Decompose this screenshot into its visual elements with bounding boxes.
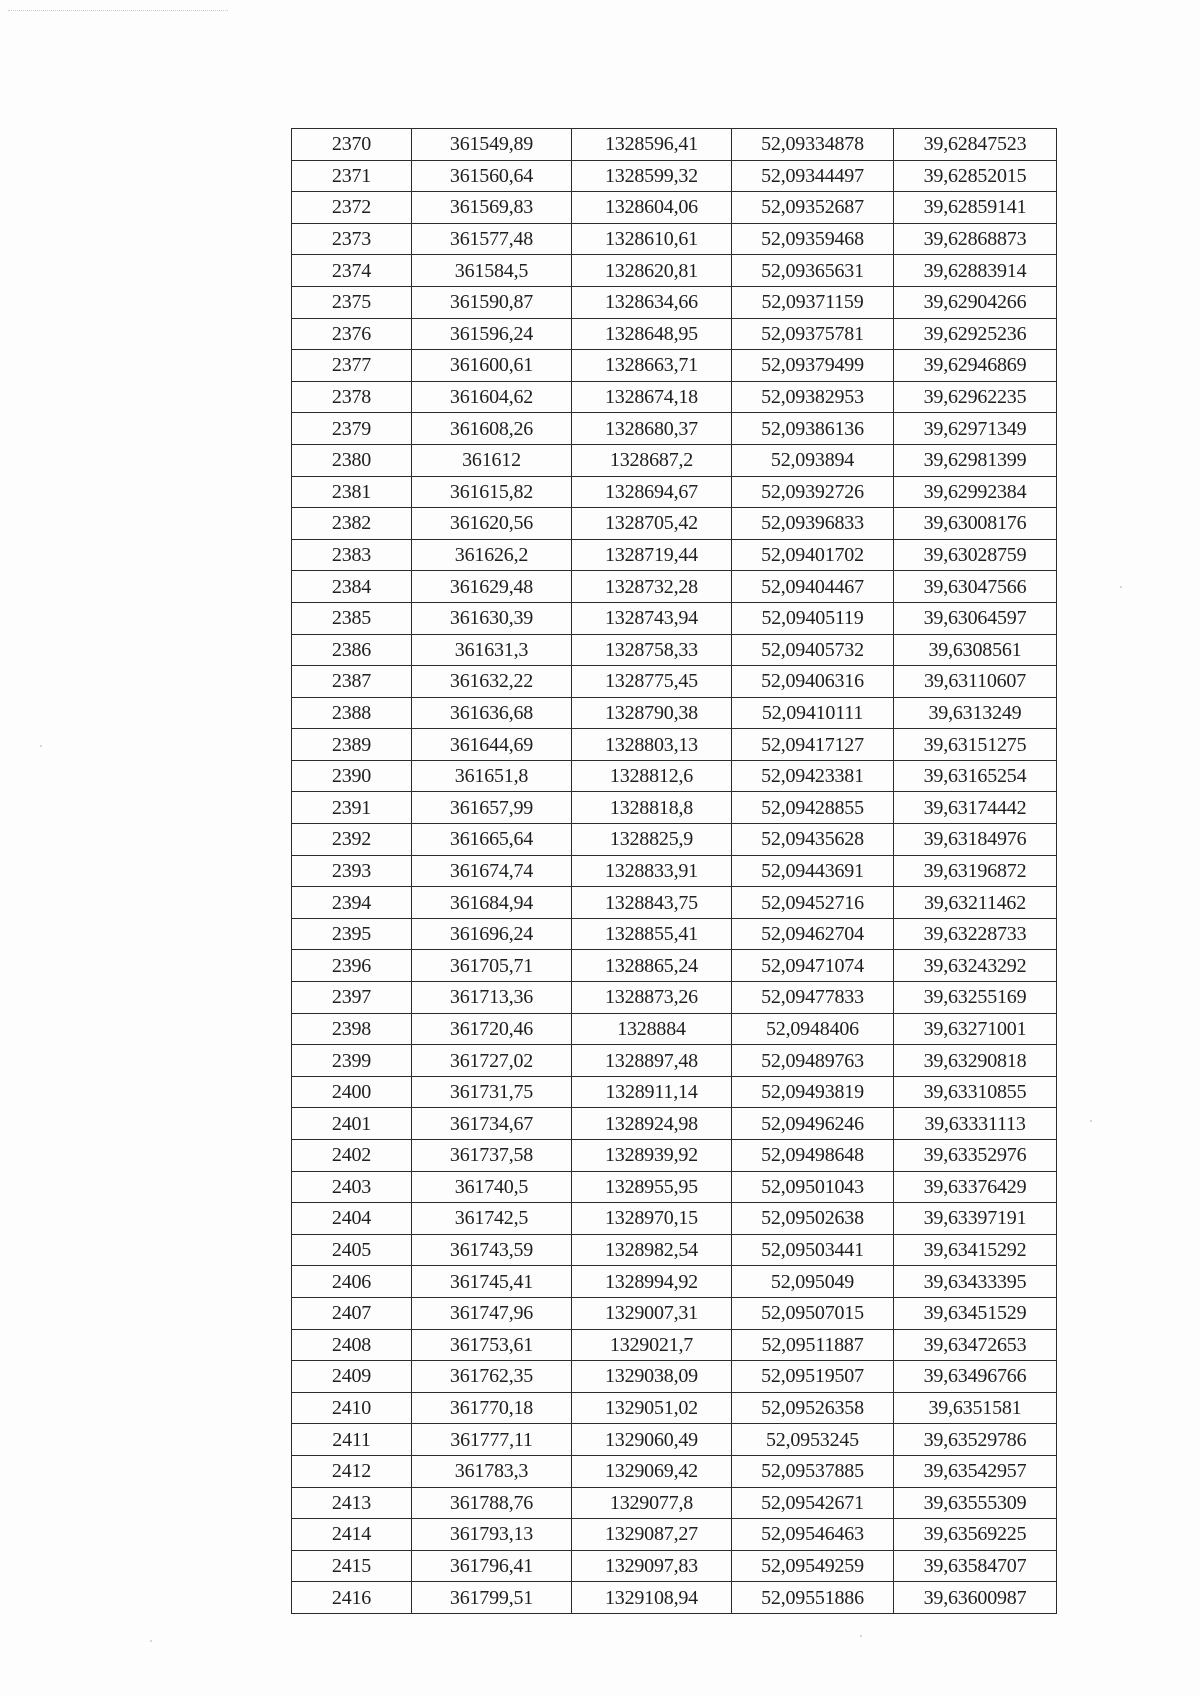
cell-y-coordinate: 1328758,33 — [572, 634, 732, 666]
table-row — [292, 1487, 1057, 1519]
cell-latitude: 52,095049 — [732, 1266, 894, 1298]
cell-point-number: 2406 — [292, 1266, 412, 1298]
cell-point-number: 2373 — [292, 223, 412, 255]
cell-longitude: 39,63008176 — [894, 508, 1057, 540]
cell-latitude: 52,09542671 — [732, 1487, 894, 1519]
cell-longitude: 39,6313249 — [894, 697, 1057, 729]
cell-x-coordinate: 361615,82 — [412, 476, 572, 508]
cell-y-coordinate: 1329097,83 — [572, 1550, 732, 1582]
table-row — [292, 413, 1057, 445]
table-row — [292, 697, 1057, 729]
cell-y-coordinate: 1329021,7 — [572, 1329, 732, 1361]
table-row — [292, 855, 1057, 887]
table-row — [292, 1361, 1057, 1393]
table-row — [292, 1140, 1057, 1172]
table-row — [292, 1045, 1057, 1077]
cell-latitude: 52,09537885 — [732, 1455, 894, 1487]
table-row — [292, 634, 1057, 666]
cell-x-coordinate: 361727,02 — [412, 1045, 572, 1077]
cell-y-coordinate: 1328596,41 — [572, 129, 732, 161]
cell-latitude: 52,09371159 — [732, 286, 894, 318]
cell-x-coordinate: 361584,5 — [412, 255, 572, 287]
cell-x-coordinate: 361596,24 — [412, 318, 572, 350]
cell-point-number: 2386 — [292, 634, 412, 666]
cell-point-number: 2399 — [292, 1045, 412, 1077]
cell-point-number: 2376 — [292, 318, 412, 350]
cell-longitude: 39,62852015 — [894, 160, 1057, 192]
cell-y-coordinate: 1328694,67 — [572, 476, 732, 508]
table-row — [292, 1171, 1057, 1203]
table-row — [292, 318, 1057, 350]
cell-longitude: 39,63028759 — [894, 539, 1057, 571]
cell-y-coordinate: 1329038,09 — [572, 1361, 732, 1393]
table-row — [292, 1455, 1057, 1487]
cell-latitude: 52,09428855 — [732, 792, 894, 824]
cell-y-coordinate: 1328924,98 — [572, 1108, 732, 1140]
cell-y-coordinate: 1328818,8 — [572, 792, 732, 824]
cell-point-number: 2394 — [292, 887, 412, 919]
cell-point-number: 2382 — [292, 508, 412, 540]
cell-latitude: 52,09511887 — [732, 1329, 894, 1361]
table-row — [292, 381, 1057, 413]
cell-latitude: 52,09452716 — [732, 887, 894, 919]
cell-y-coordinate: 1329051,02 — [572, 1392, 732, 1424]
table-row — [292, 950, 1057, 982]
scan-speck — [1090, 1120, 1092, 1122]
cell-latitude: 52,09382953 — [732, 381, 894, 413]
cell-longitude: 39,63415292 — [894, 1234, 1057, 1266]
cell-longitude: 39,63555309 — [894, 1487, 1057, 1519]
cell-point-number: 2409 — [292, 1361, 412, 1393]
cell-latitude: 52,09396833 — [732, 508, 894, 540]
table-row — [292, 1329, 1057, 1361]
cell-longitude: 39,63331113 — [894, 1108, 1057, 1140]
cell-y-coordinate: 1329069,42 — [572, 1455, 732, 1487]
cell-longitude: 39,63047566 — [894, 571, 1057, 603]
cell-point-number: 2402 — [292, 1140, 412, 1172]
cell-y-coordinate: 1328743,94 — [572, 602, 732, 634]
cell-y-coordinate: 1328897,48 — [572, 1045, 732, 1077]
cell-y-coordinate: 1328634,66 — [572, 286, 732, 318]
cell-x-coordinate: 361600,61 — [412, 350, 572, 382]
cell-y-coordinate: 1328719,44 — [572, 539, 732, 571]
cell-y-coordinate: 1329108,94 — [572, 1582, 732, 1614]
cell-x-coordinate: 361793,13 — [412, 1519, 572, 1551]
cell-y-coordinate: 1328833,91 — [572, 855, 732, 887]
cell-y-coordinate: 1328620,81 — [572, 255, 732, 287]
cell-x-coordinate: 361734,67 — [412, 1108, 572, 1140]
cell-latitude: 52,09443691 — [732, 855, 894, 887]
cell-point-number: 2395 — [292, 918, 412, 950]
cell-longitude: 39,62868873 — [894, 223, 1057, 255]
cell-x-coordinate: 361696,24 — [412, 918, 572, 950]
cell-point-number: 2407 — [292, 1297, 412, 1329]
cell-y-coordinate: 1329077,8 — [572, 1487, 732, 1519]
cell-latitude: 52,09471074 — [732, 950, 894, 982]
scan-speck — [1120, 586, 1122, 588]
cell-y-coordinate: 1328790,38 — [572, 697, 732, 729]
cell-y-coordinate: 1328825,9 — [572, 824, 732, 856]
cell-latitude: 52,09410111 — [732, 697, 894, 729]
cell-point-number: 2377 — [292, 350, 412, 382]
coordinates-table-body — [292, 129, 1057, 1614]
cell-y-coordinate: 1329007,31 — [572, 1297, 732, 1329]
cell-point-number: 2404 — [292, 1203, 412, 1235]
cell-longitude: 39,62925236 — [894, 318, 1057, 350]
cell-latitude: 52,09405732 — [732, 634, 894, 666]
cell-x-coordinate: 361549,89 — [412, 129, 572, 161]
cell-x-coordinate: 361731,75 — [412, 1076, 572, 1108]
cell-longitude: 39,63228733 — [894, 918, 1057, 950]
cell-x-coordinate: 361713,36 — [412, 982, 572, 1014]
cell-latitude: 52,09375781 — [732, 318, 894, 350]
cell-x-coordinate: 361608,26 — [412, 413, 572, 445]
table-row — [292, 918, 1057, 950]
cell-latitude: 52,093894 — [732, 444, 894, 476]
cell-latitude: 52,09462704 — [732, 918, 894, 950]
table-row — [292, 192, 1057, 224]
cell-longitude: 39,63310855 — [894, 1076, 1057, 1108]
table-row — [292, 350, 1057, 382]
cell-longitude: 39,63110607 — [894, 666, 1057, 698]
table-row — [292, 1550, 1057, 1582]
cell-longitude: 39,63496766 — [894, 1361, 1057, 1393]
cell-longitude: 39,63433395 — [894, 1266, 1057, 1298]
cell-point-number: 2400 — [292, 1076, 412, 1108]
cell-latitude: 52,09496246 — [732, 1108, 894, 1140]
table-row — [292, 1076, 1057, 1108]
table-row — [292, 729, 1057, 761]
scan-speck — [860, 1635, 862, 1637]
cell-latitude: 52,09365631 — [732, 255, 894, 287]
cell-x-coordinate: 361626,2 — [412, 539, 572, 571]
cell-longitude: 39,63196872 — [894, 855, 1057, 887]
cell-latitude: 52,09546463 — [732, 1519, 894, 1551]
cell-point-number: 2412 — [292, 1455, 412, 1487]
cell-point-number: 2390 — [292, 760, 412, 792]
cell-point-number: 2411 — [292, 1424, 412, 1456]
cell-point-number: 2383 — [292, 539, 412, 571]
cell-point-number: 2392 — [292, 824, 412, 856]
cell-latitude: 52,09386136 — [732, 413, 894, 445]
cell-longitude: 39,63472653 — [894, 1329, 1057, 1361]
cell-point-number: 2413 — [292, 1487, 412, 1519]
cell-latitude: 52,09417127 — [732, 729, 894, 761]
cell-y-coordinate: 1328663,71 — [572, 350, 732, 382]
cell-longitude: 39,63352976 — [894, 1140, 1057, 1172]
cell-y-coordinate: 1328812,6 — [572, 760, 732, 792]
table-row — [292, 476, 1057, 508]
cell-latitude: 52,09352687 — [732, 192, 894, 224]
cell-latitude: 52,09406316 — [732, 666, 894, 698]
cell-latitude: 52,0948406 — [732, 1013, 894, 1045]
cell-point-number: 2397 — [292, 982, 412, 1014]
cell-y-coordinate: 1328687,2 — [572, 444, 732, 476]
cell-longitude: 39,63151275 — [894, 729, 1057, 761]
cell-latitude: 52,09501043 — [732, 1171, 894, 1203]
cell-point-number: 2414 — [292, 1519, 412, 1551]
cell-longitude: 39,62962235 — [894, 381, 1057, 413]
cell-y-coordinate: 1328803,13 — [572, 729, 732, 761]
cell-longitude: 39,62971349 — [894, 413, 1057, 445]
cell-latitude: 52,09359468 — [732, 223, 894, 255]
cell-x-coordinate: 361788,76 — [412, 1487, 572, 1519]
cell-x-coordinate: 361577,48 — [412, 223, 572, 255]
cell-point-number: 2380 — [292, 444, 412, 476]
cell-x-coordinate: 361604,62 — [412, 381, 572, 413]
table-row — [292, 760, 1057, 792]
cell-point-number: 2398 — [292, 1013, 412, 1045]
table-row — [292, 255, 1057, 287]
cell-latitude: 52,09526358 — [732, 1392, 894, 1424]
cell-y-coordinate: 1328955,95 — [572, 1171, 732, 1203]
cell-longitude: 39,63569225 — [894, 1519, 1057, 1551]
cell-longitude: 39,63271001 — [894, 1013, 1057, 1045]
cell-longitude: 39,63600987 — [894, 1582, 1057, 1614]
cell-y-coordinate: 1328843,75 — [572, 887, 732, 919]
table-row — [292, 1392, 1057, 1424]
cell-y-coordinate: 1328732,28 — [572, 571, 732, 603]
cell-x-coordinate: 361684,94 — [412, 887, 572, 919]
cell-longitude: 39,63165254 — [894, 760, 1057, 792]
cell-point-number: 2388 — [292, 697, 412, 729]
cell-point-number: 2374 — [292, 255, 412, 287]
cell-y-coordinate: 1328705,42 — [572, 508, 732, 540]
cell-latitude: 52,09404467 — [732, 571, 894, 603]
cell-y-coordinate: 1328970,15 — [572, 1203, 732, 1235]
cell-longitude: 39,63397191 — [894, 1203, 1057, 1235]
cell-latitude: 52,09405119 — [732, 602, 894, 634]
cell-latitude: 52,09549259 — [732, 1550, 894, 1582]
cell-latitude: 52,09477833 — [732, 982, 894, 1014]
cell-x-coordinate: 361657,99 — [412, 792, 572, 824]
cell-x-coordinate: 361777,11 — [412, 1424, 572, 1456]
cell-x-coordinate: 361620,56 — [412, 508, 572, 540]
cell-x-coordinate: 361743,59 — [412, 1234, 572, 1266]
cell-x-coordinate: 361737,58 — [412, 1140, 572, 1172]
cell-y-coordinate: 1328939,92 — [572, 1140, 732, 1172]
cell-point-number: 2415 — [292, 1550, 412, 1582]
table-row — [292, 444, 1057, 476]
cell-longitude: 39,62992384 — [894, 476, 1057, 508]
cell-x-coordinate: 361747,96 — [412, 1297, 572, 1329]
cell-x-coordinate: 361720,46 — [412, 1013, 572, 1045]
cell-point-number: 2416 — [292, 1582, 412, 1614]
cell-x-coordinate: 361674,74 — [412, 855, 572, 887]
cell-point-number: 2396 — [292, 950, 412, 982]
cell-point-number: 2410 — [292, 1392, 412, 1424]
cell-point-number: 2393 — [292, 855, 412, 887]
table-row — [292, 887, 1057, 919]
table-row — [292, 1519, 1057, 1551]
cell-longitude: 39,63529786 — [894, 1424, 1057, 1456]
cell-latitude: 52,09435628 — [732, 824, 894, 856]
cell-y-coordinate: 1328982,54 — [572, 1234, 732, 1266]
cell-x-coordinate: 361753,61 — [412, 1329, 572, 1361]
cell-latitude: 52,09423381 — [732, 760, 894, 792]
cell-latitude: 52,09498648 — [732, 1140, 894, 1172]
cell-x-coordinate: 361705,71 — [412, 950, 572, 982]
cell-latitude: 52,09344497 — [732, 160, 894, 192]
cell-latitude: 52,09507015 — [732, 1297, 894, 1329]
scan-speck — [150, 1640, 152, 1642]
table-row — [292, 1297, 1057, 1329]
cell-longitude: 39,63584707 — [894, 1550, 1057, 1582]
table-row — [292, 1108, 1057, 1140]
cell-longitude: 39,63243292 — [894, 950, 1057, 982]
cell-x-coordinate: 361742,5 — [412, 1203, 572, 1235]
table-row — [292, 571, 1057, 603]
cell-y-coordinate: 1328604,06 — [572, 192, 732, 224]
cell-y-coordinate: 1328775,45 — [572, 666, 732, 698]
table-row — [292, 508, 1057, 540]
cell-longitude: 39,63451529 — [894, 1297, 1057, 1329]
table-row — [292, 286, 1057, 318]
cell-y-coordinate: 1328610,61 — [572, 223, 732, 255]
cell-longitude: 39,62847523 — [894, 129, 1057, 161]
cell-point-number: 2378 — [292, 381, 412, 413]
cell-latitude: 52,09401702 — [732, 539, 894, 571]
cell-longitude: 39,6308561 — [894, 634, 1057, 666]
cell-y-coordinate: 1328873,26 — [572, 982, 732, 1014]
table-row — [292, 1013, 1057, 1045]
table-row — [292, 129, 1057, 161]
cell-point-number: 2375 — [292, 286, 412, 318]
cell-longitude: 39,63290818 — [894, 1045, 1057, 1077]
cell-longitude: 39,63064597 — [894, 602, 1057, 634]
cell-latitude: 52,09334878 — [732, 129, 894, 161]
cell-point-number: 2384 — [292, 571, 412, 603]
table-row — [292, 539, 1057, 571]
cell-x-coordinate: 361636,68 — [412, 697, 572, 729]
cell-x-coordinate: 361770,18 — [412, 1392, 572, 1424]
cell-latitude: 52,0953245 — [732, 1424, 894, 1456]
cell-longitude: 39,6351581 — [894, 1392, 1057, 1424]
cell-x-coordinate: 361783,3 — [412, 1455, 572, 1487]
table-row — [292, 1234, 1057, 1266]
cell-y-coordinate: 1328599,32 — [572, 160, 732, 192]
cell-longitude: 39,62981399 — [894, 444, 1057, 476]
cell-y-coordinate: 1329087,27 — [572, 1519, 732, 1551]
scan-speck — [40, 745, 42, 747]
cell-longitude: 39,63174442 — [894, 792, 1057, 824]
cell-point-number: 2408 — [292, 1329, 412, 1361]
table-row — [292, 1203, 1057, 1235]
cell-latitude: 52,09489763 — [732, 1045, 894, 1077]
cell-x-coordinate: 361632,22 — [412, 666, 572, 698]
cell-point-number: 2403 — [292, 1171, 412, 1203]
cell-longitude: 39,63211462 — [894, 887, 1057, 919]
cell-x-coordinate: 361799,51 — [412, 1582, 572, 1614]
cell-y-coordinate: 1328674,18 — [572, 381, 732, 413]
cell-point-number: 2370 — [292, 129, 412, 161]
cell-x-coordinate: 361560,64 — [412, 160, 572, 192]
cell-latitude: 52,09392726 — [732, 476, 894, 508]
cell-point-number: 2405 — [292, 1234, 412, 1266]
cell-y-coordinate: 1328884 — [572, 1013, 732, 1045]
cell-latitude: 52,09551886 — [732, 1582, 894, 1614]
table-row — [292, 982, 1057, 1014]
cell-latitude: 52,09379499 — [732, 350, 894, 382]
cell-x-coordinate: 361644,69 — [412, 729, 572, 761]
cell-x-coordinate: 361590,87 — [412, 286, 572, 318]
cell-y-coordinate: 1328680,37 — [572, 413, 732, 445]
cell-y-coordinate: 1328855,41 — [572, 918, 732, 950]
cell-x-coordinate: 361630,39 — [412, 602, 572, 634]
cell-x-coordinate: 361665,64 — [412, 824, 572, 856]
cell-point-number: 2401 — [292, 1108, 412, 1140]
cell-longitude: 39,62859141 — [894, 192, 1057, 224]
cell-longitude: 39,63255169 — [894, 982, 1057, 1014]
table-row — [292, 824, 1057, 856]
cell-y-coordinate: 1328994,92 — [572, 1266, 732, 1298]
cell-longitude: 39,63184976 — [894, 824, 1057, 856]
cell-point-number: 2387 — [292, 666, 412, 698]
cell-longitude: 39,63542957 — [894, 1455, 1057, 1487]
cell-point-number: 2391 — [292, 792, 412, 824]
cell-longitude: 39,62946869 — [894, 350, 1057, 382]
cell-y-coordinate: 1329060,49 — [572, 1424, 732, 1456]
cell-x-coordinate: 361651,8 — [412, 760, 572, 792]
cell-x-coordinate: 361796,41 — [412, 1550, 572, 1582]
table-row — [292, 1582, 1057, 1614]
cell-latitude: 52,09503441 — [732, 1234, 894, 1266]
cell-point-number: 2385 — [292, 602, 412, 634]
cell-x-coordinate: 361631,3 — [412, 634, 572, 666]
cell-point-number: 2389 — [292, 729, 412, 761]
cell-latitude: 52,09502638 — [732, 1203, 894, 1235]
table-row — [292, 160, 1057, 192]
cell-point-number: 2381 — [292, 476, 412, 508]
cell-longitude: 39,63376429 — [894, 1171, 1057, 1203]
cell-y-coordinate: 1328648,95 — [572, 318, 732, 350]
cell-point-number: 2379 — [292, 413, 412, 445]
scan-artifact-line — [8, 10, 228, 13]
table-row — [292, 1424, 1057, 1456]
cell-longitude: 39,62904266 — [894, 286, 1057, 318]
cell-x-coordinate: 361569,83 — [412, 192, 572, 224]
cell-y-coordinate: 1328865,24 — [572, 950, 732, 982]
cell-latitude: 52,09519507 — [732, 1361, 894, 1393]
table-row — [292, 792, 1057, 824]
table-row — [292, 1266, 1057, 1298]
table-row — [292, 223, 1057, 255]
cell-x-coordinate: 361762,35 — [412, 1361, 572, 1393]
cell-x-coordinate: 361629,48 — [412, 571, 572, 603]
cell-point-number: 2372 — [292, 192, 412, 224]
table-row — [292, 666, 1057, 698]
cell-x-coordinate: 361612 — [412, 444, 572, 476]
cell-x-coordinate: 361740,5 — [412, 1171, 572, 1203]
cell-x-coordinate: 361745,41 — [412, 1266, 572, 1298]
cell-longitude: 39,62883914 — [894, 255, 1057, 287]
cell-latitude: 52,09493819 — [732, 1076, 894, 1108]
cell-point-number: 2371 — [292, 160, 412, 192]
cell-y-coordinate: 1328911,14 — [572, 1076, 732, 1108]
table-row — [292, 602, 1057, 634]
coordinates-table — [291, 128, 1057, 1614]
